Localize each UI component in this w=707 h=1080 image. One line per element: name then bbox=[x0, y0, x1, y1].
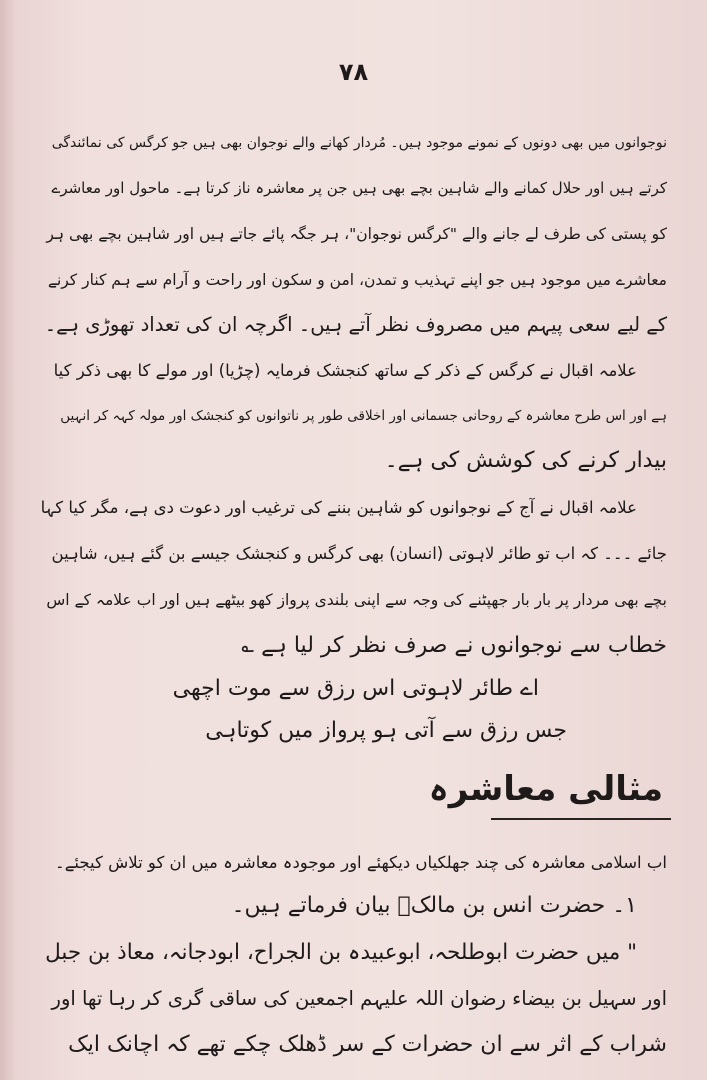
page-binding-shadow bbox=[0, 0, 16, 1080]
text-line: بچے بھی مردار پر بار بار جھپٹنے کی وجہ سے اپنی بلندی پرواز کھو بیٹھے ہیں اور اب علامہ کے اس bbox=[46, 591, 667, 609]
text-line: نوجوانوں میں بھی دونوں کے نمونے موجود ہیں۔ مُردار کھانے والے نوجوان بھی ہیں جو کرگس کی نمائندگی bbox=[51, 135, 667, 151]
heading-underline bbox=[491, 818, 671, 820]
text-line: کو پستی کی طرف لے جانے والے "کرگس نوجوان"، ہر جگہ پائے جاتے ہیں اور شاہین بچے بھی ہر bbox=[46, 225, 667, 243]
text-line: علامہ اقبال نے کرگس کے ذکر کے ساتھ کنجشک فرمایہ (چڑیا) اور مولے کا بھی ذکر کیا bbox=[53, 361, 637, 380]
text-line: معاشرے میں موجود ہیں جو اپنے تہذیب و تمدن، امن و سکون اور راحت و آرام سے ہم کنار کرنے bbox=[47, 271, 667, 289]
verse-line: جس رزق سے آتی ہو پرواز میں کوتاہی bbox=[205, 718, 567, 743]
text-line: بیدار کرنے کی کوشش کی ہے۔ bbox=[384, 448, 667, 473]
text-line: جائے ۔۔۔ کہ اب تو طائر لاہوتی (انسان) بھی کرگس و کنجشک جیسے بن گئے ہیں، شاہین bbox=[51, 544, 667, 563]
page-number: ۷۸ bbox=[338, 58, 369, 86]
text-line: اب اسلامی معاشرہ کی چند جھلکیاں دیکھئے اور موجودہ معاشرہ میں ان کو تلاش کیجئے۔ bbox=[55, 853, 667, 872]
text-line: شراب کے اثر سے ان حضرات کے سر ڈھلک چکے تھے کہ اچانک ایک bbox=[68, 1032, 667, 1057]
text-line: خطاب سے نوجوانوں نے صرف نظر کر لیا ہے ؎ bbox=[241, 633, 667, 658]
text-line: ہے اور اس طرح معاشرہ کے روحانی جسمانی اور اخلاقی طور پر ناتوانوں کو کنجشک اور مولہ کہہ کر انہیں bbox=[60, 408, 667, 424]
text-line: کے لیے سعی پیہم میں مصروف نظر آتے ہیں۔ اگرچہ ان کی تعداد تھوڑی ہے۔ bbox=[44, 313, 667, 336]
text-line: ۱۔ حضرت انس بن مالکؓ بیان فرماتے ہیں۔ bbox=[231, 893, 637, 918]
text-line: اور سہیل بن بیضاء رضوان اللہ علیہم اجمعین کی ساقی گری کر رہا تھا اور bbox=[51, 987, 667, 1010]
text-line: " میں حضرت ابوطلحہ، ابوعبیدہ بن الجراح، ابودجانہ، معاذ بن جبل bbox=[45, 940, 637, 965]
verse-line: اے طائر لاہوتی اس رزق سے موت اچھی bbox=[172, 676, 539, 701]
text-line: علامہ اقبال نے آج کے نوجوانوں کو شاہین بننے کی ترغیب اور دعوت دی ہے، مگر کیا کہا bbox=[40, 498, 637, 517]
text-line: کرتے ہیں اور حلال کمانے والے شاہین بچے بھی ہیں جن پر معاشرہ ناز کرتا ہے۔ ماحول اور معاشرے bbox=[51, 179, 667, 197]
section-heading: مثالی معاشرہ bbox=[428, 769, 663, 809]
